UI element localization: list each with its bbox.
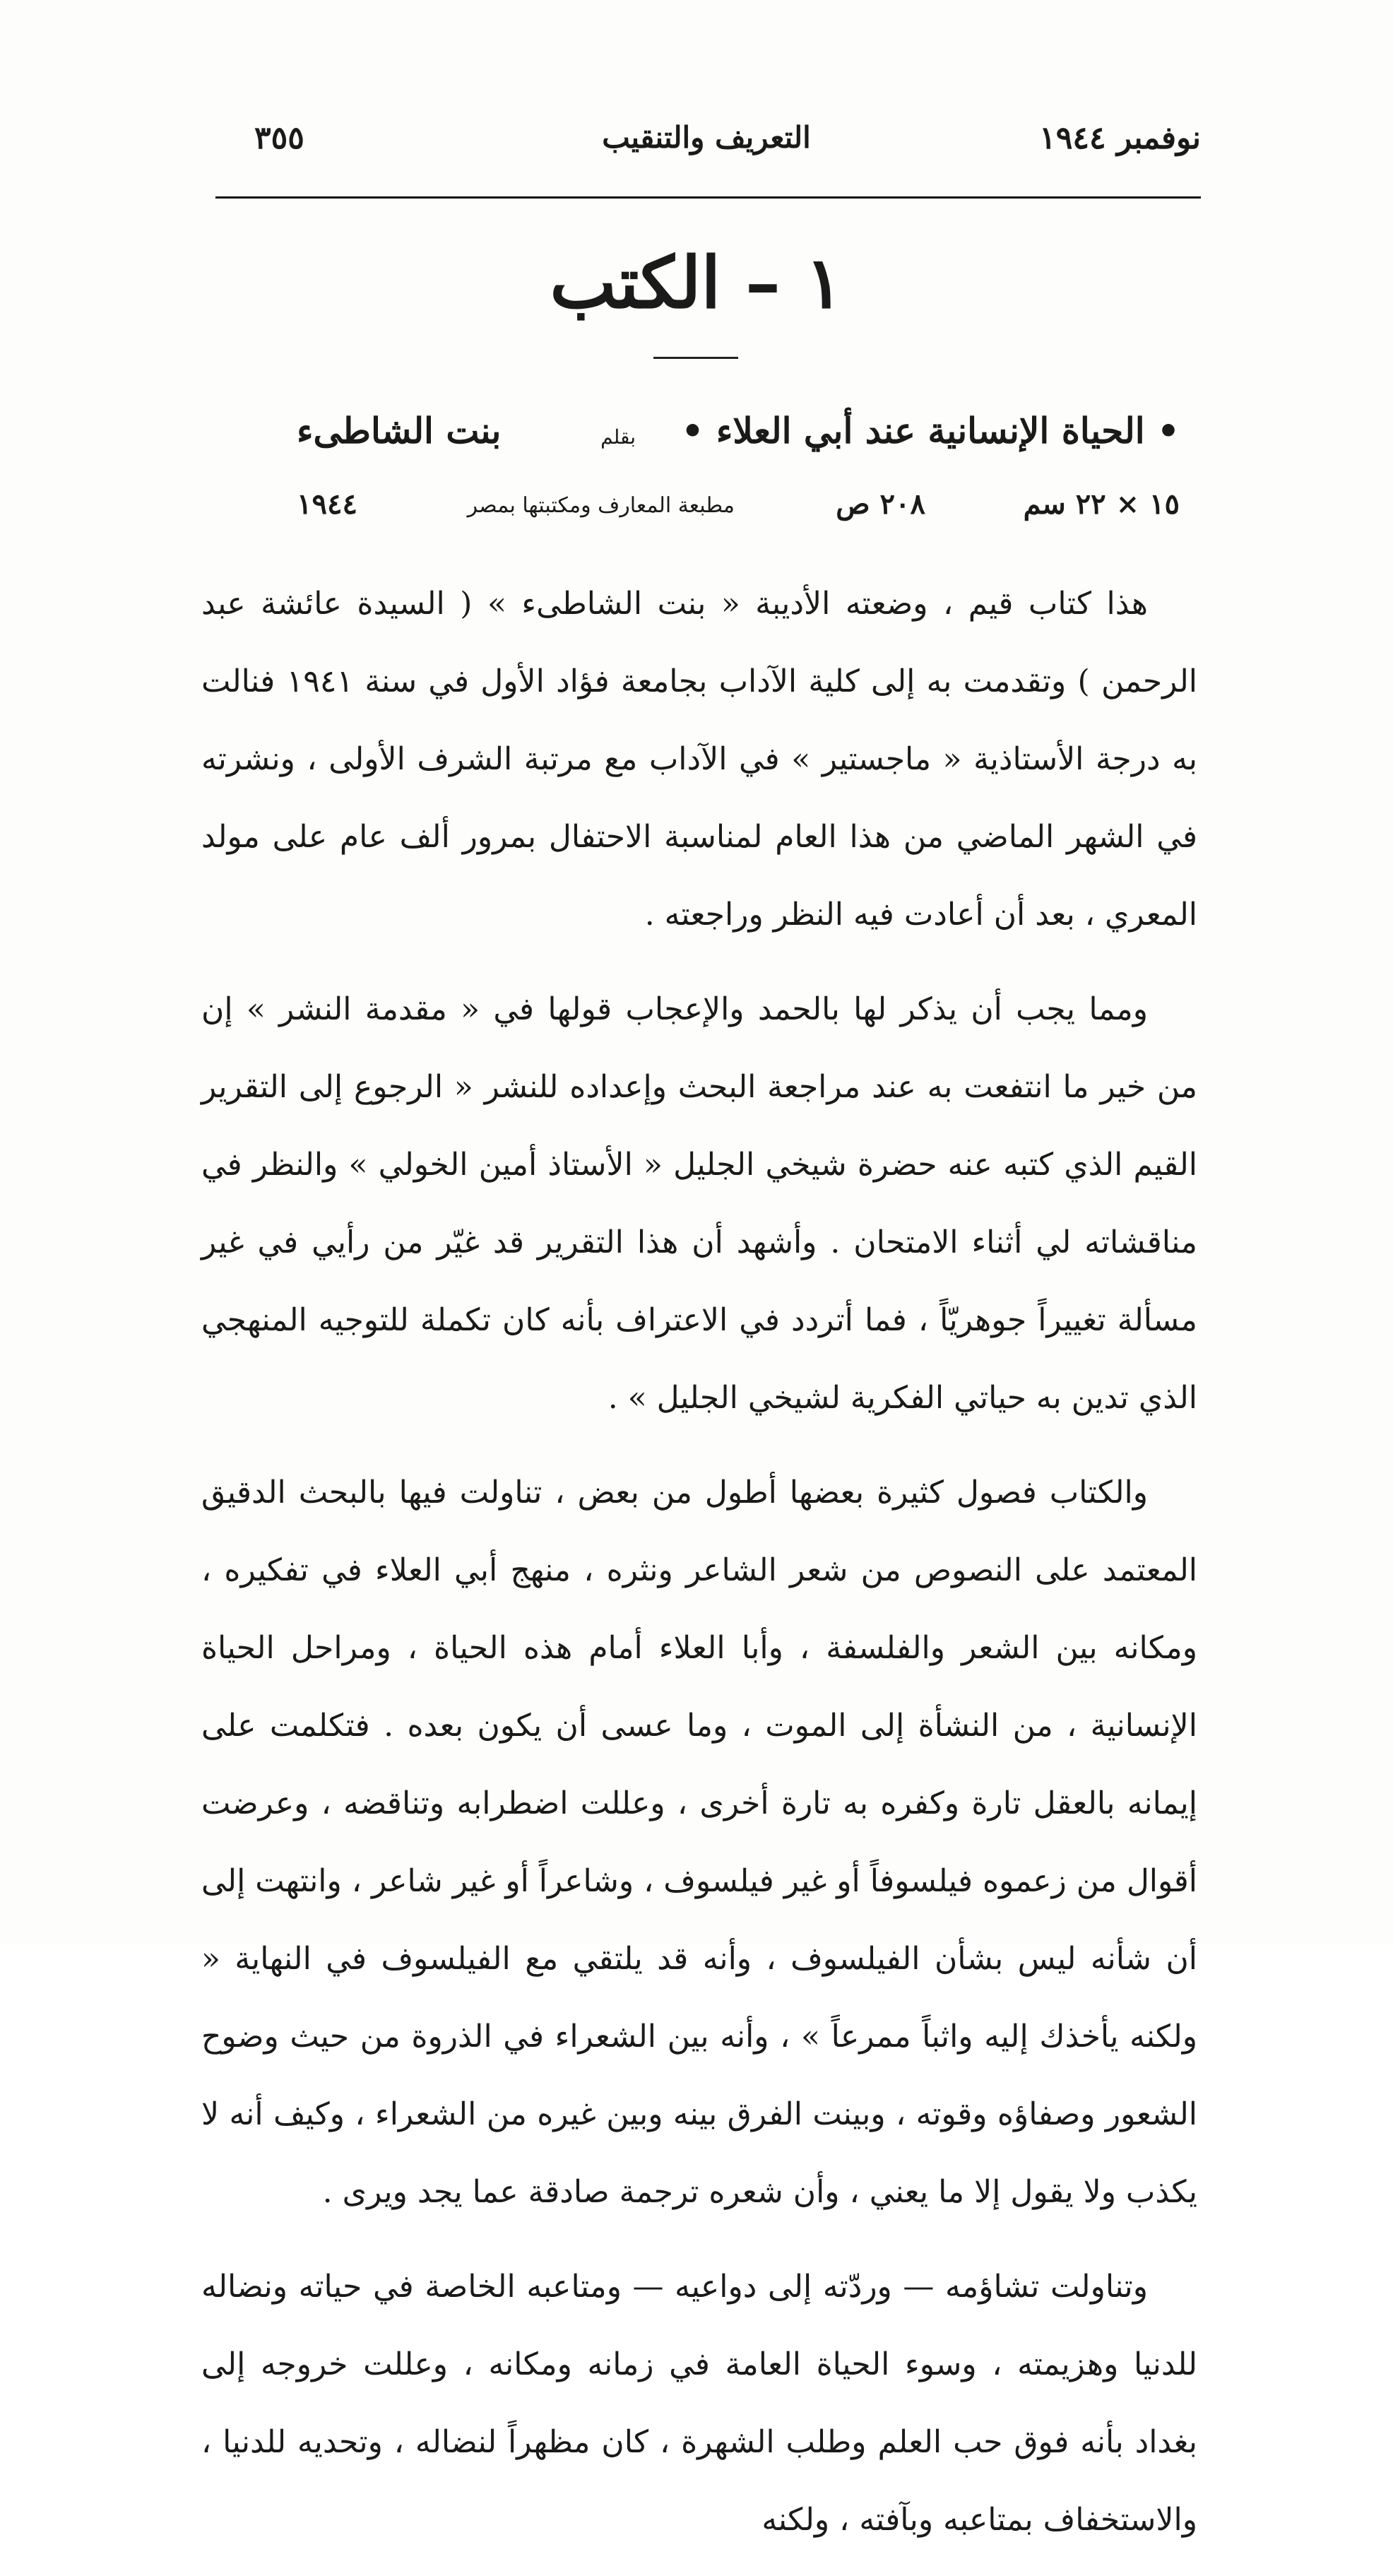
paragraph: والكتاب فصول كثيرة بعضها أطول من بعض ، تناولت فيها بالبحث الدقيق المعتمد على النصوص من شعر الشاعر ونثره ، منهج أبي العلاء في تفكيره ، ومكانه بين الشعر والفلسفة ، وأبا العلاء أمام هذه الحياة ، ومراحل الحياة الإنسانية ، من النشأة إلى الموت ، وما عسى أن يكون بعده . فتكلمت على إيمانه بالعقل تارة وكفره به تارة أخرى ، وعللت اضطرابه وتناقضه ، وعرضت أقوال من زعموه فيلسوفاً أو غير فيلسوف ، وشاعراً أو غير شاعر ، وانتهت إلى أن شأنه ليس بشأن الفيلسوف ، وأنه قد يلتقي مع الفيلسوف في النهاية « ولكنه يأخذك إليه واثباً ممرعاً » ، وأنه بين الشعراء في الذروة من حيث وضوح الشعور وصفاؤه وقوته ، وبينت الفرق بينه وبين غيره من الشعراء ، وكيف أنه لا يكذب ولا يقول إلا ما يعني ، وأن شعره ترجمة صادقة عما يجد ويرى .	[201, 1475, 1197, 2210]
book-pages: ٢٠٨ ص	[836, 488, 925, 521]
book-author: بنت الشاطىء	[297, 410, 502, 451]
heading-divider	[653, 357, 738, 359]
section-title: التعريف والتنقيب	[602, 120, 811, 155]
section-heading: ١ – الكتب	[550, 241, 843, 324]
header-divider	[215, 196, 1201, 199]
by-label: بقلم	[600, 425, 636, 449]
paragraph: وتناولت تشاؤمه — وردّته إلى دواعيه — ومتاعبه الخاصة في حياته ونضاله للدنيا وهزيمته ، وسوء الحياة العامة في زمانه ومكانه ، وعللت خروجه إلى بغداد بأنه فوق حب العلم وطلب الشهرة ، كان مظهراً لنضاله ، وتحديه للدنيا ، والاستخفاف بمتاعبه وبآفته ، ولكنه	[201, 2269, 1197, 2538]
book-entry	[297, 410, 1180, 459]
book-metadata	[297, 488, 1180, 530]
running-header	[212, 120, 1201, 170]
paragraph: ومما يجب أن يذكر لها بالحمد والإعجاب قولها في « مقدمة النشر » إن من خير ما انتفعت به عند مراجعة البحث وإعداده للنشر « الرجوع إلى التقرير القيم الذي كتبه عنه حضرة شيخي الجليل « الأستاذ أمين الخولي » والنظر في مناقشاته لي أثناء الامتحان . وأشهد أن هذا التقرير قد غيّر من رأيي في غير مسألة تغييراً جوهريّاً ، فما أتردد في الاعتراف بأنه كان تكملة للتوجيه المنهجي الذي تدين به حياتي الفكرية لشيخي الجليل » .	[201, 991, 1197, 1416]
book-year: ١٩٤٤	[297, 488, 357, 521]
issue-date: نوفمبر ١٩٤٤	[1039, 120, 1201, 156]
book-dimensions: ١٥ × ٢٢ سم	[1023, 488, 1180, 521]
paragraph: هذا كتاب قيم ، وضعته الأديبة « بنت الشاطىء » ( السيدة عائشة عبد الرحمن ) وتقدمت به إلى كلية الآداب بجامعة فؤاد الأول في سنة ١٩٤١ فنالت به درجة الأستاذية « ماجستير » في الآداب مع مرتبة الشرف الأولى ، ونشرته في الشهر الماضي من هذا العام لمناسبة الاحتفال بمرور ألف عام على مولد المعري ، بعد أن أعادت فيه النظر وراجعته .	[201, 586, 1197, 933]
book-title: • الحياة الإنسانية عند أبي العلاء •	[681, 410, 1180, 451]
book-publisher: مطبعة المعارف ومكتبتها بمصر	[467, 493, 735, 518]
page-number: ٣٥٥	[254, 120, 304, 156]
review-body	[201, 565, 1197, 2576]
